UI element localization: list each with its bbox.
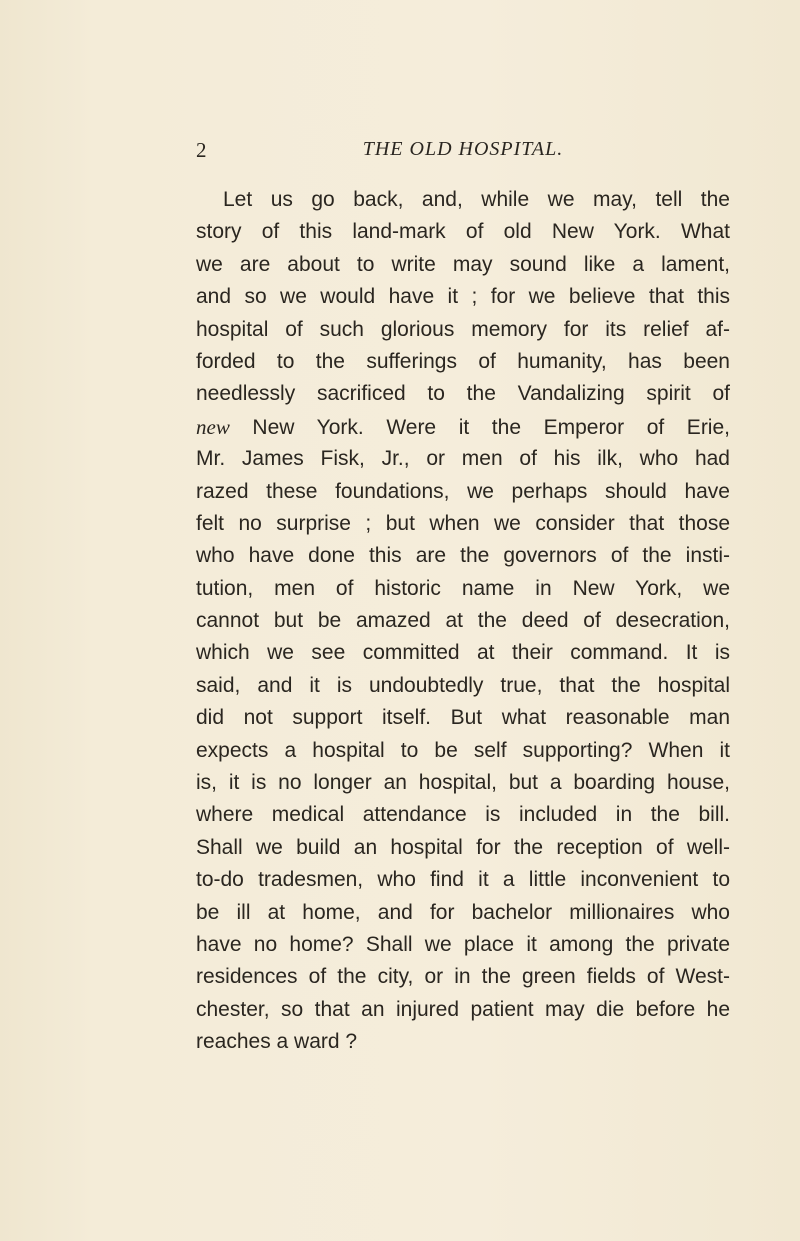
text-line: reaches a ward ? xyxy=(196,1030,358,1054)
text-line: who have done this are the governors of the insti- xyxy=(196,544,730,568)
text-line: residences of the city, or in the green fields of West- xyxy=(196,965,730,989)
text-line: needlessly sacrificed to the Vandalizing spirit of xyxy=(196,382,730,406)
text-line: be ill at home, and for bachelor millionaires who xyxy=(196,900,730,924)
text-line: have no home? Shall we place it among the private xyxy=(196,932,730,956)
text-line: did not support itself. But what reasonable man xyxy=(196,706,730,730)
text-line: where medical attendance is included in the bill. xyxy=(196,803,730,827)
text-line: is, it is no longer an hospital, but a boarding house, xyxy=(196,771,730,795)
text-line: hospital of such glorious memory for its relief af- xyxy=(196,317,730,341)
text-line: to-do tradesmen, who find it a little inconvenient to xyxy=(196,868,730,892)
text-line: Let us go back, and, while we may, tell the xyxy=(223,188,730,211)
text-line: cannot but be amazed at the deed of desecration, xyxy=(196,609,730,633)
text-line: expects a hospital to be self supporting? When it xyxy=(196,738,730,762)
page-number: 2 xyxy=(196,138,207,162)
text-line: story of this land-mark of old New York. What xyxy=(196,220,730,244)
text-line: said, and it is undoubtedly true, that the hospital xyxy=(196,673,730,697)
text-line: Shall we build an hospital for the reception of well- xyxy=(196,835,730,859)
running-title: THE OLD HOSPITAL. xyxy=(362,138,564,160)
text-line: razed these foundations, we perhaps should have xyxy=(196,479,730,503)
text-line-rest: New York. Were it the Emperor of Erie, xyxy=(229,415,730,439)
text-line: and so we would have it ; for we believe that this xyxy=(196,285,730,309)
text-line: we are about to write may sound like a lament, xyxy=(196,252,730,276)
italic-word: new xyxy=(196,414,230,439)
text-line-with-italic xyxy=(196,411,730,443)
text-line: which we see committed at their command. It is xyxy=(196,641,730,665)
text-line: Mr. James Fisk, Jr., or men of his ilk, who had xyxy=(196,447,730,471)
text-line: chester, so that an injured patient may die before he xyxy=(196,997,730,1021)
text-line: forded to the sufferings of humanity, has been xyxy=(196,349,730,373)
text-line: felt no surprise ; but when we consider that those xyxy=(196,511,730,535)
page-header xyxy=(196,138,730,168)
body-paragraph xyxy=(196,184,730,1059)
text-line: tution, men of historic name in New York, we xyxy=(196,576,730,600)
